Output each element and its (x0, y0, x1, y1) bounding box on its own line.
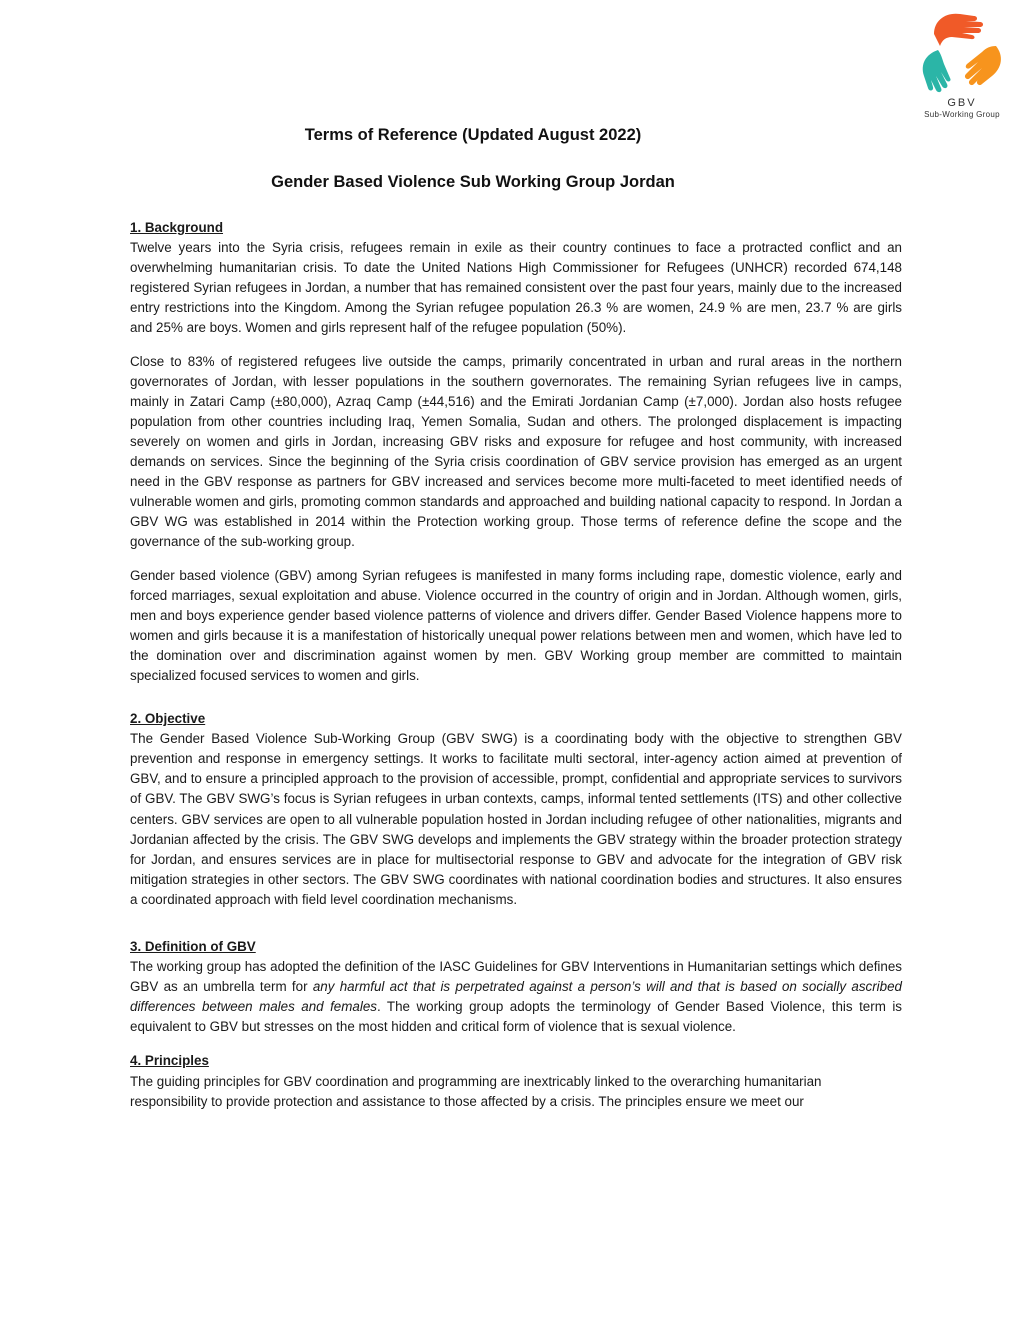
section-heading: 4. Principles (130, 1053, 209, 1069)
text-run: . The working group adopts the terminology of Gender Based Violence, this term is equivalent to GBV but stresses on the most hidden and critical form of violence that is sexual violence. (130, 999, 902, 1035)
paragraph: Gender based violence (GBV) among Syrian refugees is manifested in many forms including rape, domestic violence, early and forced marriages, sexual exploitation and abuse. Violence occurred in the country of origin and in Jordan. Although women, girls, men and boys experience gender based violence patterns of violence and drivers differ. Gender Based Violence happens more to women and girls because it is a manifestation of historically unequal power relations between men and women, which have led to the domination over and discrimination against women by men. GBV Working group member are committed to maintain specialized focused services to women and girls. (130, 567, 902, 683)
paragraph: Close to 83% of registered refugees live outside the camps, primarily concentrated in urban and rural areas in the northern governorates of Jordan, with lesser populations in the southern governorates. The remaining Syrian refugees live in camps, mainly in Zatari Camp (±80,000), Azraq Camp (±44,516) and the Emirati Jordanian Camp (±7,000). Jordan also hosts refugee population from other countries including Iraq, Yemen Somalia, Sudan and others. The prolonged displacement is impacting severely on women and girls in Jordan, increasing GBV risks and exposure for refugee and host community, with increased demands on services. Since the beginning of the Syria crisis coordination of GBV service provision has emerged as an urgent need in the GBV response as partners for GBV increased and services become more multi-faceted to meet identified needs of vulnerable women and girls, promoting common standards and approached and building national capacity to respond. In Jordan a GBV WG was established in 2014 within the Protection working group. Those terms of reference define the scope and the governance of the sub-working group. (130, 353, 902, 550)
section-heading: 2. Objective (130, 711, 206, 727)
section-principles (130, 1051, 902, 1111)
section-objective (130, 709, 902, 910)
paragraph: The guiding principles for GBV coordination and programming are inextricably linked to the overarching humanitarian responsibility to provide protection and assistance to those affected by a crisis. The principles ensure we meet our (130, 1073, 822, 1109)
document-body (130, 218, 902, 1112)
document-title: Terms of Reference (Updated August 2022) (304, 126, 642, 144)
gbv-logo (912, 6, 1012, 126)
section-heading: 3. Definition of GBV (130, 939, 256, 954)
document-subtitle: Gender Based Violence Sub Working Group Jordan (271, 173, 675, 191)
section-heading: 1. Background (130, 220, 224, 235)
section-background (130, 218, 902, 686)
logo-title: GBV (947, 97, 977, 109)
paragraph (130, 957, 902, 1037)
paragraph: The Gender Based Violence Sub-Working Group (GBV SWG) is a coordinating body with the objective to strengthen GBV prevention and response in emergency settings. It works to facilitate multi sectoral, inter-agency action aimed at prevention of GBV, and to ensure a principled approach to the provision of accessible, prompt, confidential and appropriate services to survivors of GBV. The GBV SWG’s focus is Syrian refugees in urban contexts, camps, informal tented settlements (ITS) and other collective centers. GBV services are open to all vulnerable population hosted in Jordan including refugee of other nationalities, migrants and Jordanian affected by the crisis. The GBV SWG develops and implements the GBV strategy within the broader protection strategy for Jordan, and ensures services are in place for multisectorial response to GBV and advocate for the integration of GBV risk mitigation strategies in other sectors. The GBV SWG coordinates with national coordination bodies and structures. It also ensures a coordinated approach with field level coordination mechanisms. (130, 731, 902, 907)
paragraph: Twelve years into the Syria crisis, refugees remain in exile as their country continues to face a protracted conflict and an overwhelming humanitarian crisis. To date the United Nations High Commissioner for Refugees (UNHCR) recorded 674,148 registered Syrian refugees in Jordan, a number that has remained consistent over the past four years, mainly due to the increased entry restrictions into the Kingdom. Among the Syrian refugee population 26.3 % are women, 24.9 % are men, 23.7 % are girls and 25% are boys. Women and girls represent half of the refugee population (50%). (130, 240, 902, 336)
section-definition (130, 937, 902, 1037)
italic-definition: any harmful act that is perpetrated against a person’s will and that is based on socially ascribed differences between males and females (130, 979, 902, 1015)
logo-subtitle: Sub-Working Group (924, 110, 1000, 119)
hands-logo-icon (912, 6, 1012, 96)
text-run: The working group has adopted the definition of the IASC Guidelines for GBV Interventions in Humanitarian settings which defines GBV as an umbrella term for (130, 959, 902, 995)
